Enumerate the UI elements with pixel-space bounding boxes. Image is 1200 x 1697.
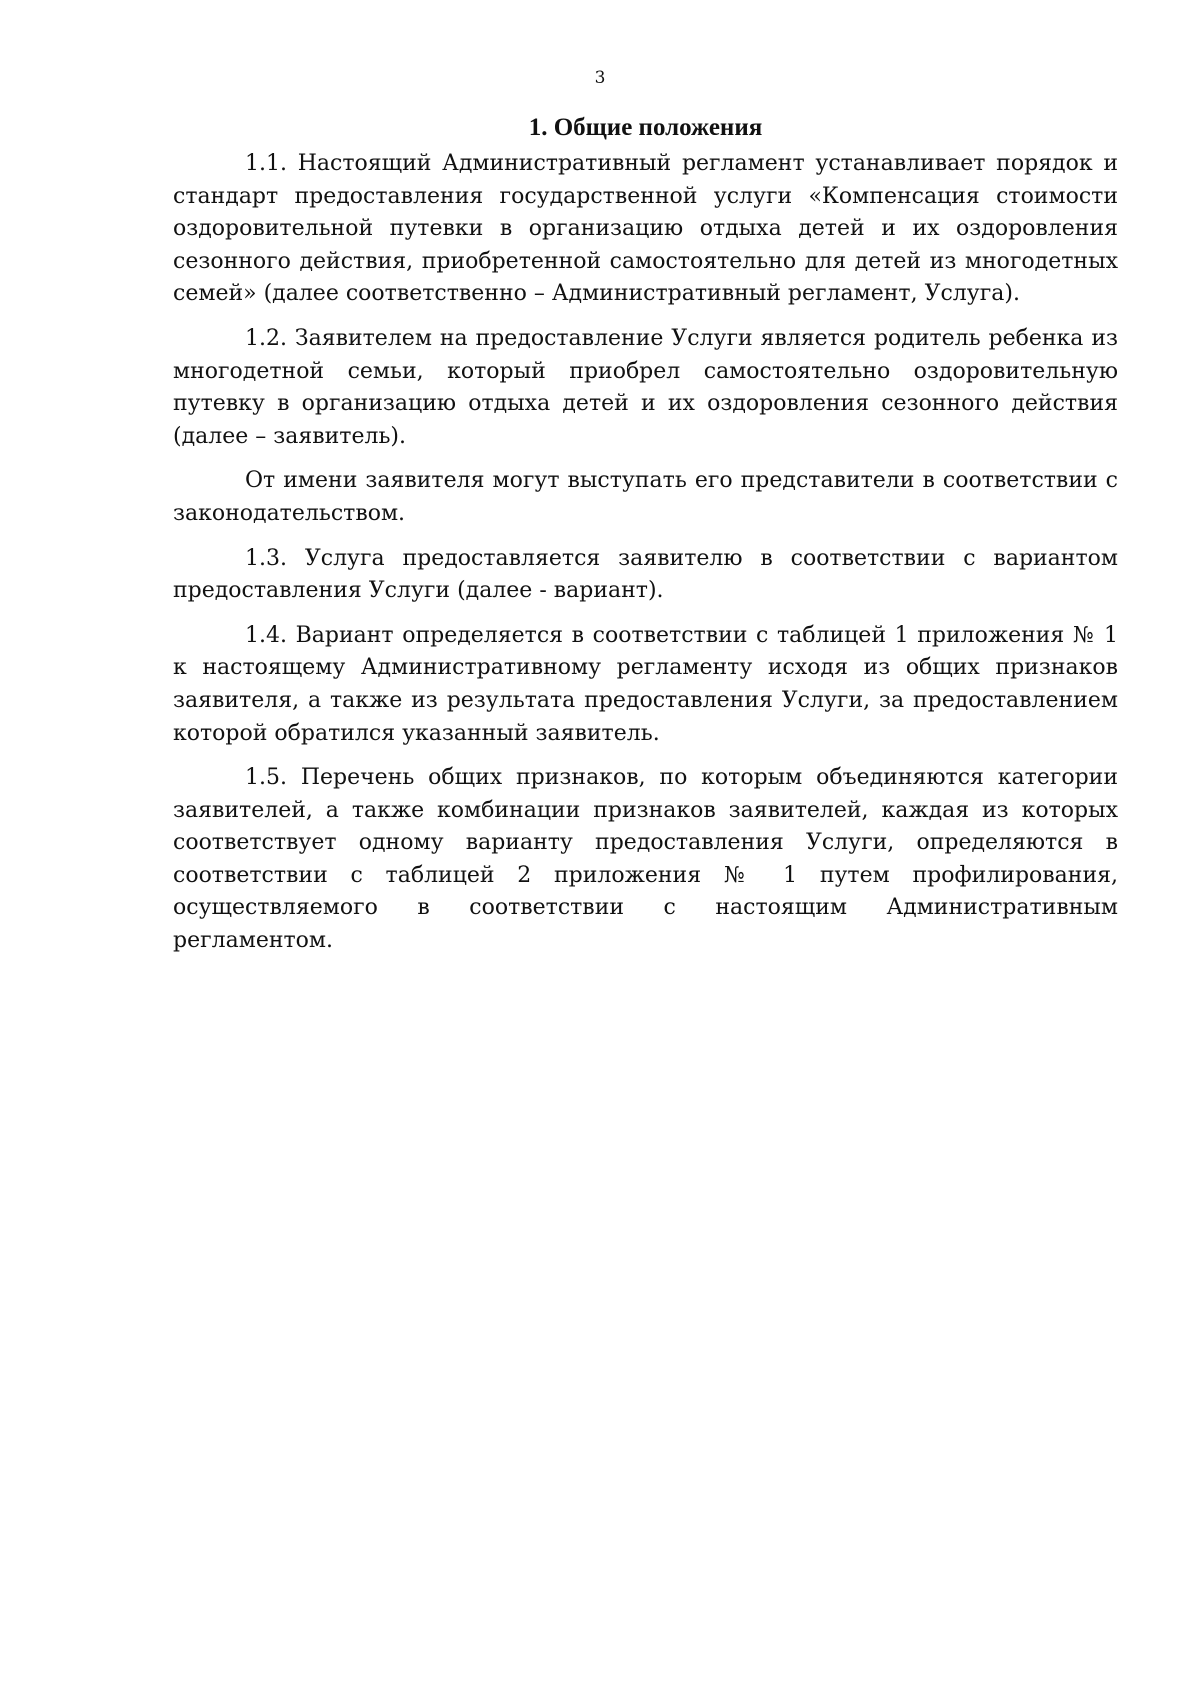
paragraph-1-1: 1.1. Настоящий Административный регламент устанавливает порядок и стандарт предоставления государственной услуги «Компенсация стоимости оздоровительной путевки в организацию отдыха детей и их оздоровления сезонного действия, приобретенной самостоятельно для детей из многодетных семей» (далее соответственно – Административный регламент, Услуга). — [173, 151, 1118, 307]
page-number: 3 — [594, 68, 606, 88]
paragraph-1-4: 1.4. Вариант определяется в соответствии с таблицей 1 приложения № 1 к настоящему Административному регламенту исходя из общих признаков заявителя, а также из результата предоставления Услуги, за предоставлением которой обратился указанный заявитель. — [173, 622, 1118, 746]
paragraph-1-2: 1.2. Заявителем на предоставление Услуги является родитель ребенка из многодетной семьи, который приобрел самостоятельно оздоровительную путевку в организацию отдыха детей и их оздоровления сезонного действия (далее – заявитель). — [173, 325, 1118, 449]
paragraph-1-3: 1.3. Услуга предоставляется заявителю в соответствии с вариантом предоставления Услуги (далее - вариант). — [173, 545, 1118, 604]
section-title: 1. Общие положения — [528, 114, 763, 141]
paragraph-representatives: От имени заявителя могут выступать его представители в соответствии с законодательством. — [173, 468, 1118, 526]
paragraph-1-5: 1.5. Перечень общих признаков, по которым объединяются категории заявителей, а также комбинации признаков заявителей, каждая из которых соответствует одному варианту предоставления Услуги, определяются в соответствии с таблицей 2 приложения № 1 путем профилирования, осуществляемого в соответствии с настоящим Административным регламентом. — [173, 765, 1118, 954]
document-body — [173, 112, 1118, 970]
